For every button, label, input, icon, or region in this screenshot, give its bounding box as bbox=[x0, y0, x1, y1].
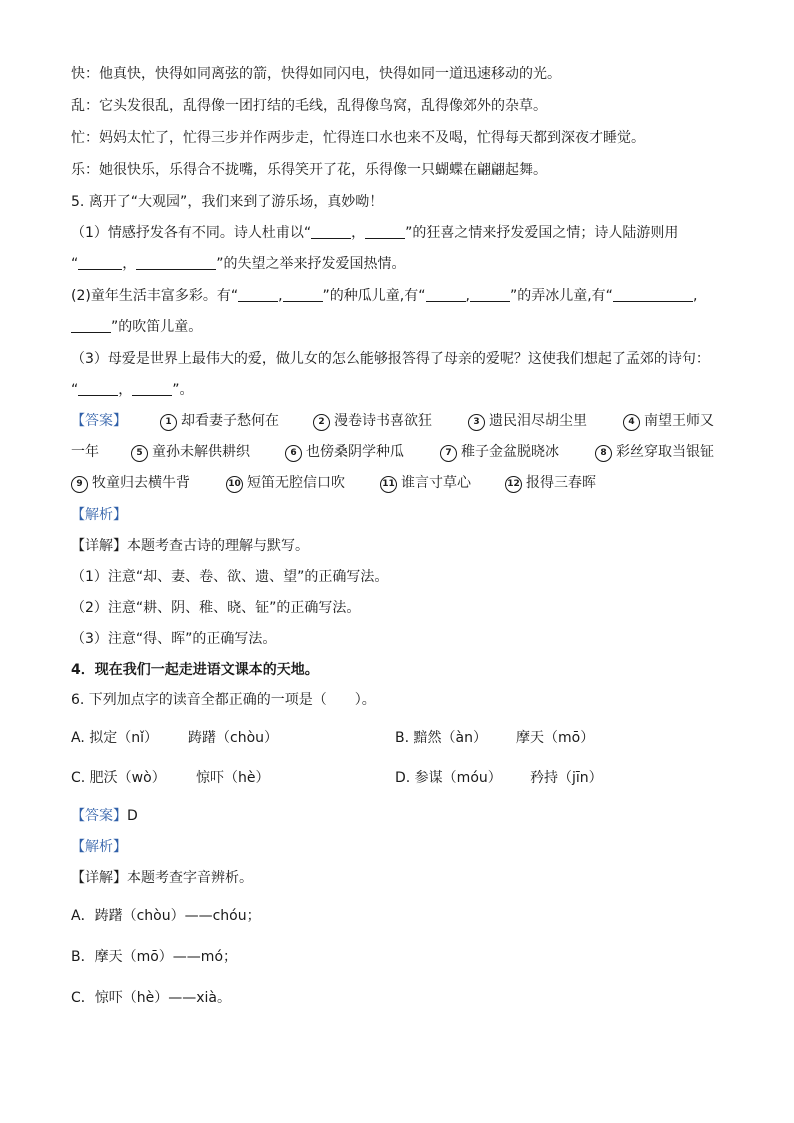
option-b: B. 黯然（àn） bbox=[395, 730, 487, 746]
answer-item: 5 童孙未解供耕织 bbox=[131, 442, 250, 462]
text-line-mang: 忙：妈妈太忙了，忙得三步并作两步走，忙得连口水也来不及喝，忙得每天都到深夜才睡觉。 bbox=[71, 130, 645, 146]
answer-item: 10 短笛无腔信口吹 bbox=[226, 473, 345, 493]
answer-item: 8 彩丝穿取当银钲 bbox=[595, 442, 714, 462]
note-line: （1）注意“却、妻、卷、欲、遗、望”的正确写法。 bbox=[71, 569, 389, 585]
answer-item-continued: 一年 bbox=[71, 444, 99, 460]
detail-line: 【详解】本题考查古诗的理解与默写。 bbox=[71, 538, 309, 554]
option-c: C. 肥沃（wò） bbox=[71, 770, 166, 786]
question-6-title: 6. 下列加点字的读音全都正确的一项是（ ）。 bbox=[71, 692, 376, 708]
option-a: A. 拟定（nǐ） bbox=[71, 730, 158, 746]
option-c-word2: 惊吓（hè） bbox=[196, 770, 270, 786]
text-line-le: 乐：她很快乐，乐得合不拢嘴，乐得笑开了花，乐得像一只蝴蝶在翩翩起舞。 bbox=[71, 162, 547, 178]
text-line-kuai: 快：他真快，快得如同离弦的箭，快得如同闪电，快得如同一道迅速移动的光。 bbox=[71, 66, 561, 82]
question-5-part1-line2: “ ， ”的失望之举来抒发爱国热情。 bbox=[71, 256, 406, 272]
analysis-label: 【解析】 bbox=[71, 507, 127, 523]
question-5-part1-line1: （1）情感抒发各有不同。诗人杜甫以“ ， ”的狂喜之情来抒发爱国之情；诗人陆游则用 bbox=[71, 225, 679, 241]
answer-blank[interactable] bbox=[78, 381, 118, 396]
answer-item: 11 谁言寸草心 bbox=[380, 473, 471, 493]
note-line: C．惊吓（hè）——xià。 bbox=[71, 990, 232, 1006]
option-a-word2: 踌躇（chòu） bbox=[188, 730, 279, 746]
answer-item: 1 却看妻子愁何在 bbox=[160, 411, 279, 431]
option-b-word2: 摩天（mō） bbox=[516, 730, 595, 746]
note-line: （2）注意“耕、阴、稚、晓、钲”的正确写法。 bbox=[71, 600, 361, 616]
detail-line: 【详解】本题考查字音辨析。 bbox=[71, 870, 253, 886]
analysis-label: 【解析】 bbox=[71, 839, 127, 855]
question-5-title: 5. 离开了“大观园”，我们来到了游乐场，真妙呦！ bbox=[71, 194, 384, 210]
answer-blank[interactable] bbox=[78, 255, 122, 270]
answer-item: 2 漫卷诗书喜欲狂 bbox=[313, 411, 432, 431]
question-5-part2-line1: (2)童年生活丰富多彩。有“ , ”的种瓜儿童,有“ , ”的弄冰儿童,有“ , bbox=[71, 288, 698, 304]
answer-label: 【答案】 bbox=[71, 413, 127, 429]
answer-item: 12 报得三春晖 bbox=[505, 473, 596, 493]
answer-blank[interactable] bbox=[470, 287, 510, 302]
answer-blank[interactable] bbox=[71, 318, 111, 333]
answer-blank[interactable] bbox=[426, 287, 466, 302]
note-line: A．踌躇（chòu）——chóu； bbox=[71, 908, 261, 924]
answer-blank[interactable] bbox=[613, 287, 693, 302]
text-line-luan: 乱：它头发很乱，乱得像一团打结的毛线，乱得像鸟窝，乱得像郊外的杂草。 bbox=[71, 98, 547, 114]
option-d: D. 参谋（móu） bbox=[395, 770, 502, 786]
answer-item: 7 稚子金盆脱晓冰 bbox=[440, 442, 559, 462]
question-6-answer: 【答案】D bbox=[71, 808, 138, 824]
option-d-word2: 矜持（jīn） bbox=[530, 770, 603, 786]
answer-item: 3 遗民泪尽胡尘里 bbox=[468, 411, 587, 431]
note-line: B．摩天（mō）——mó； bbox=[71, 949, 238, 965]
answer-item: 9 牧童归去横牛背 bbox=[71, 473, 190, 493]
note-line: （3）注意“得、晖”的正确写法。 bbox=[71, 631, 277, 647]
answer-blank[interactable] bbox=[238, 287, 278, 302]
answer-blank[interactable] bbox=[311, 224, 351, 239]
answer-item: 6 也傍桑阴学种瓜 bbox=[285, 442, 404, 462]
answer-blank[interactable] bbox=[136, 255, 216, 270]
answer-blank[interactable] bbox=[365, 224, 405, 239]
question-5-part3-line2: “ ， ”。 bbox=[71, 382, 194, 398]
answer-blank[interactable] bbox=[132, 381, 172, 396]
question-5-part2-line2: ”的吹笛儿童。 bbox=[71, 317, 202, 337]
answer-item: 4 南望王师又 bbox=[623, 411, 714, 431]
answer-blank[interactable] bbox=[283, 287, 323, 302]
section-4-title: 4．现在我们一起走进语文课本的天地。 bbox=[71, 662, 319, 678]
question-5-part3-line1: （3）母爱是世界上最伟大的爱，做儿女的怎么能够报答得了母亲的爱呢？这使我们想起了孟郊的诗句： bbox=[71, 351, 710, 367]
